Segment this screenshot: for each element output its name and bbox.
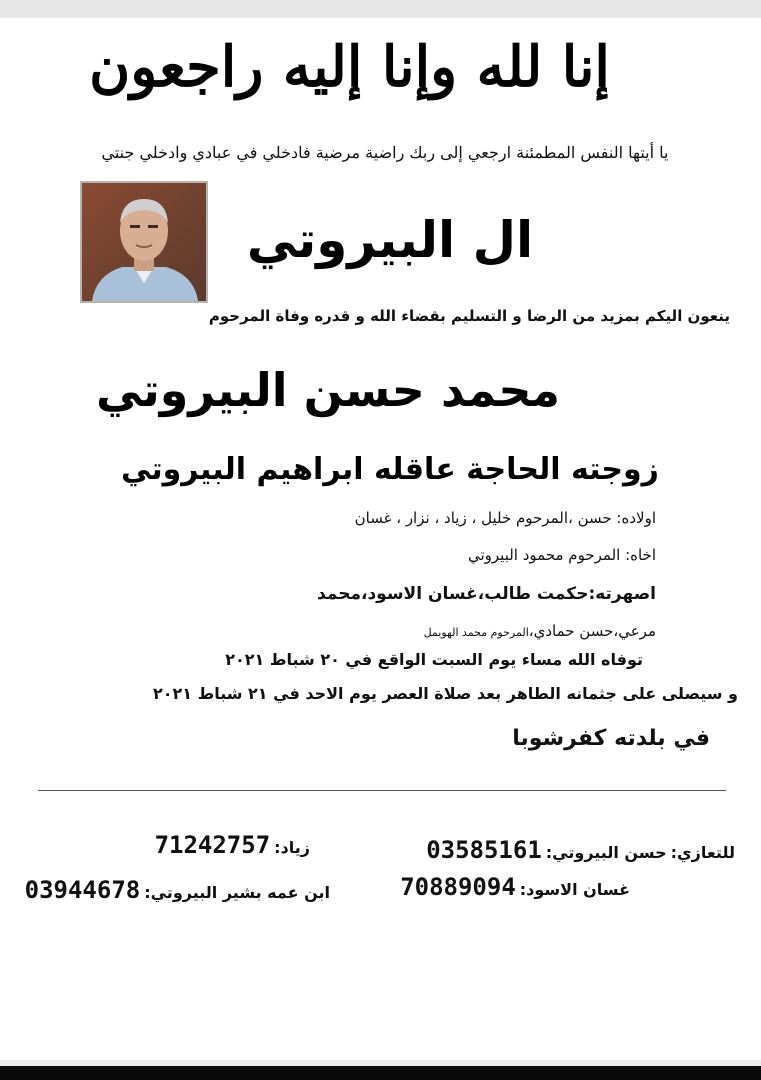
contact-2-name: غسان الاسود:: [519, 880, 630, 899]
sons-line: اولاده: حسن ،المرحوم خليل ، زياد ، نزار ، غسان: [354, 509, 656, 527]
town-line: في بلدته كفرشوبا: [512, 726, 710, 751]
bottom-frame: [0, 1066, 761, 1080]
contact-2-number: 70889094: [400, 873, 516, 901]
inlaws-line-2-main: مرعي،حسن حمادي،: [528, 622, 656, 640]
contact-3-number: 71242757: [154, 831, 271, 859]
inlaws-line-2: [150, 619, 656, 645]
condolence-contact-2: [400, 872, 630, 905]
condolence-contact-4: [24, 875, 330, 908]
contact-4-name: ابن عمه بشير البيروتي:: [144, 883, 330, 902]
funeral-notice: و سيصلى على جثمانه الطاهر بعد صلاة العصر يوم الاحد في ٢١ شباط ٢٠٢١: [152, 684, 738, 703]
deceased-photo: [80, 181, 208, 303]
brother-line: اخاه: المرحوم محمود البيروتي: [467, 546, 656, 564]
contact-1-number: 03585161: [426, 836, 542, 864]
announcement-text: ينعون اليكم بمزيد من الرضا و التسليم بقضاء الله و قدره وفاة المرحوم: [208, 307, 730, 325]
death-notice: توفاه الله مساء يوم السبت الواقع في ٢٠ شباط ٢٠٢١: [225, 650, 643, 669]
contact-1-name: حسن البيروتي:: [545, 843, 667, 862]
portrait-image: [82, 183, 206, 301]
wife-line: زوجته الحاجة عاقله ابراهيم البيروتي: [121, 452, 659, 487]
condolence-contact-3: [100, 830, 310, 863]
contact-4-number: 03944678: [24, 876, 141, 904]
condolences-intro: للتعازي:: [670, 843, 735, 862]
inlaws-line-1: اصهرته:حكمت طالب،غسان الاسود،محمد: [317, 584, 656, 604]
top-frame: [0, 0, 761, 18]
inlaws-line-2-small: المرحوم محمد الهويمل: [423, 626, 529, 639]
contact-3-name: زياد:: [274, 838, 310, 857]
deceased-name: محمد حسن البيروتي: [95, 363, 560, 417]
divider-line: [38, 790, 726, 791]
family-name: ال البيروتي: [246, 211, 534, 269]
condolence-contact-1: [390, 835, 735, 868]
calligraphy-header: إنا لله وإنا إليه راجعون: [89, 34, 610, 100]
quran-verse: يا أيتها النفس المطمئنة ارجعي إلى ربك راضية مرضية فادخلي في عبادي وادخلي جنتي: [101, 143, 669, 162]
